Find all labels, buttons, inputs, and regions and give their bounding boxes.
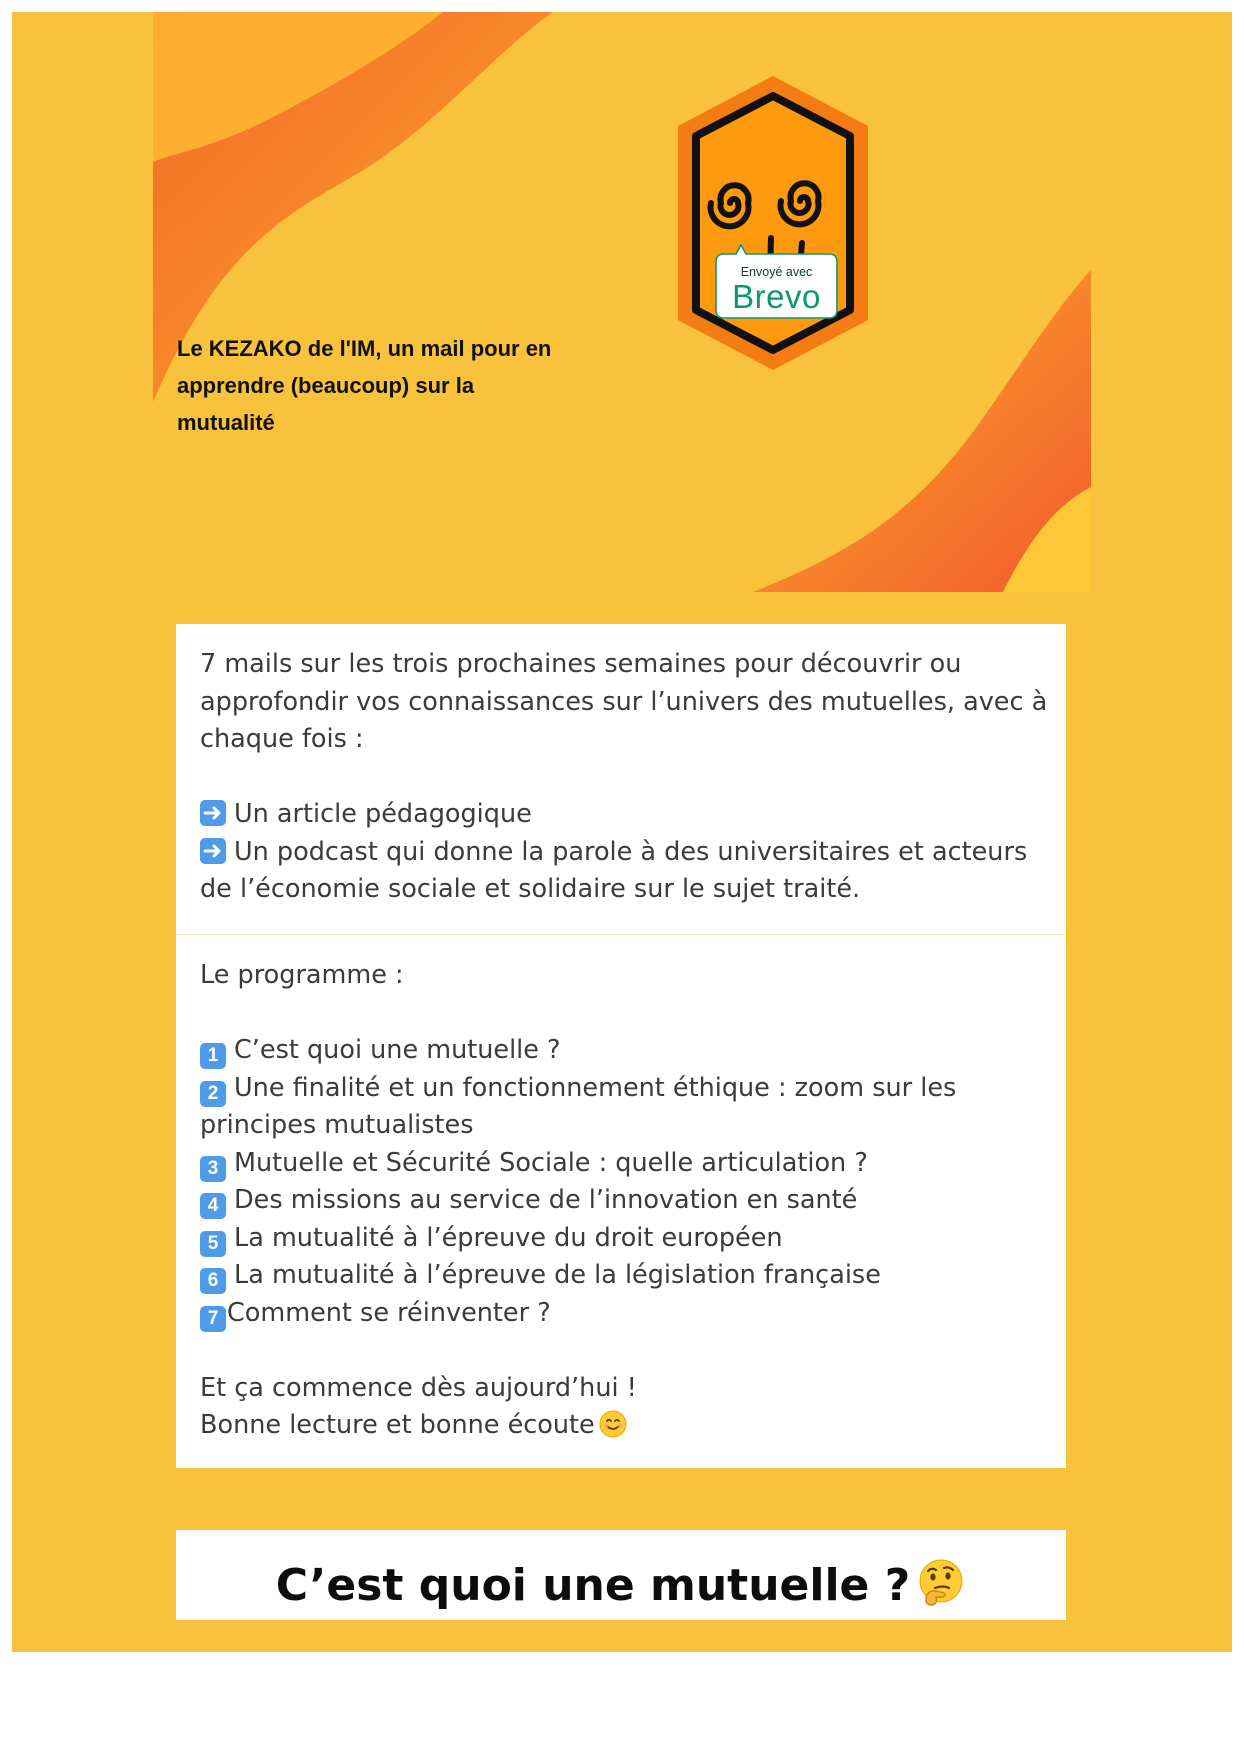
closing-line: Et ça commence dès aujourd’hui !	[200, 1372, 637, 1403]
keycap-6-icon: 6	[200, 1268, 226, 1294]
newsletter-tagline: Le KEZAKO de l'IM, un mail pour en apprendre (beaucoup) sur la mutualité	[177, 336, 552, 435]
keycap-4-icon: 4	[200, 1193, 226, 1219]
program-item-text: La mutualité à l’épreuve du droit européen	[234, 1222, 783, 1253]
program-item	[200, 1032, 1042, 1070]
keycap-2-icon: 2	[200, 1081, 226, 1107]
intro-card	[176, 624, 1066, 934]
decorative-waves	[153, 12, 1091, 592]
intro-text-line: 7 mails sur les trois prochaines semaines pour découvrir ou	[200, 649, 962, 679]
program-item	[200, 1295, 1042, 1333]
program-heading: Le programme :	[200, 960, 404, 990]
program-item	[200, 1257, 1042, 1295]
program-item-text: La mutualité à l’épreuve de la législation française	[234, 1260, 881, 1290]
bullet-text-continued: de l’économie sociale et solidaire sur le sujet traité.	[200, 874, 861, 904]
program-item-text: Comment se réinventer ?	[227, 1297, 551, 1328]
program-item-continued: principes mutualistes	[200, 1110, 474, 1140]
header-banner	[153, 12, 1091, 592]
smiling-face-icon	[599, 1410, 627, 1438]
intro-text-line: approfondir vos connaissances sur l’univers des mutuelles, avec à	[200, 686, 1048, 717]
program-item-text: C’est quoi une mutuelle ?	[234, 1035, 561, 1065]
program-card	[176, 934, 1066, 1468]
keycap-1-icon: 1	[200, 1043, 226, 1069]
program-item	[200, 1145, 1042, 1183]
right-arrow-icon	[200, 838, 226, 864]
next-section-title-text: C’est quoi une mutuelle ?	[275, 1560, 911, 1611]
brevo-logo: Brevo	[732, 278, 821, 315]
program-item-text: Mutuelle et Sécurité Sociale : quelle articulation ?	[234, 1147, 868, 1178]
next-section-card	[176, 1530, 1066, 1620]
bullet-item	[200, 796, 1042, 834]
thinking-face-icon	[916, 1558, 966, 1608]
keycap-7-icon: 7	[200, 1306, 226, 1332]
dizzy-hexagon-face-icon	[658, 68, 888, 378]
keycap-5-icon: 5	[200, 1231, 226, 1257]
closing-line	[200, 1407, 1042, 1445]
program-item	[200, 1220, 1042, 1258]
bullet-text: Un article pédagogique	[234, 799, 532, 829]
closing-text: Bonne lecture et bonne écoute	[200, 1410, 595, 1440]
brevo-badge[interactable]	[714, 244, 839, 320]
next-section-title	[176, 1558, 1066, 1611]
intro-text-line: chaque fois :	[200, 724, 364, 754]
bullet-item	[200, 834, 1042, 872]
program-item	[200, 1182, 1042, 1220]
program-item-text: Une finalité et un fonctionnement éthique : zoom sur les	[234, 1072, 957, 1103]
keycap-3-icon: 3	[200, 1156, 226, 1182]
bullet-text: Un podcast qui donne la parole à des universitaires et acteurs	[234, 836, 1028, 867]
program-item	[200, 1070, 1042, 1108]
right-arrow-icon	[200, 800, 226, 826]
program-item-text: Des missions au service de l’innovation en santé	[234, 1185, 858, 1215]
badge-caption: Envoyé avec	[740, 265, 813, 279]
